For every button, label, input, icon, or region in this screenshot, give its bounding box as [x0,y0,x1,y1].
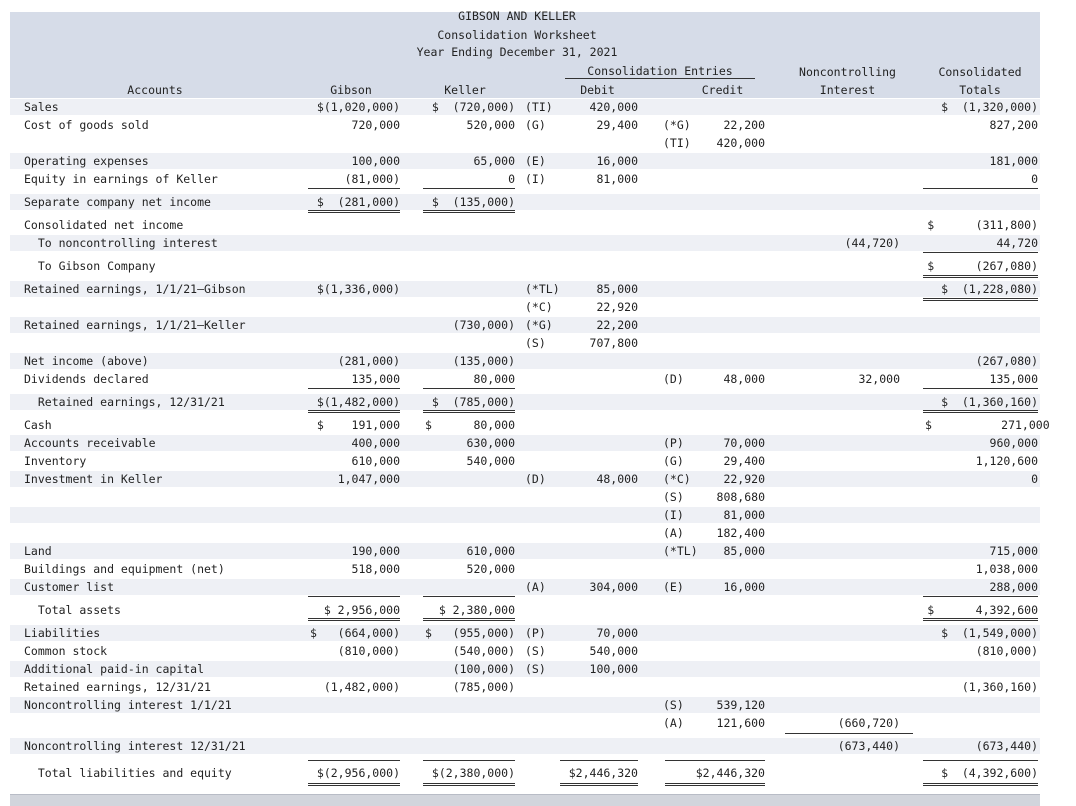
keller-value: $ (955,000) [424,626,515,640]
keller-value: $ (135,000) [431,195,515,209]
keller-value: $ 80,000 [424,418,515,432]
debit-code: (G) [525,118,546,132]
keller-value: (785,000) [452,680,515,694]
gibson-value: 190,000 [351,544,400,558]
consol-value: $ (267,080) [927,259,1038,273]
keller-value: 520,000 [466,562,515,576]
account-label: Consolidated net income [24,218,184,232]
credit-code: (E) [663,580,684,594]
gibson-value: $ (281,000) [316,195,400,209]
credit-code: (D) [663,372,684,386]
keller-value: 65,000 [473,154,515,168]
gibson-value: $(2,956,000) [316,766,400,780]
account-label: Accounts receivable [24,436,156,450]
account-label: Net income (above) [24,354,149,368]
debit-value: 85,000 [596,282,638,296]
debit-value: 48,000 [596,472,638,486]
keller-value: $ 2,380,000 [438,603,515,617]
consol-value: $ (1,320,000) [941,100,1038,114]
account-label: Total liabilities and equity [24,766,232,780]
credit-code: (*C) [663,472,691,486]
account-label: Noncontrolling interest 12/31/21 [24,739,246,753]
consol-header-line1: Consolidated [938,65,1022,79]
debit-value: 16,000 [596,154,638,168]
keller-value: 0 [508,172,515,186]
credit-code: (A) [663,716,684,730]
period-title: Year Ending December 31, 2021 [416,45,618,59]
account-label: Retained earnings, 12/31/21 [24,680,211,694]
credit-code: (G) [663,454,684,468]
account-label: Sales [24,100,59,114]
gibson-value: 610,000 [351,454,400,468]
credit-value: 16,000 [723,580,765,594]
consol-value: $ (1,549,000) [941,626,1038,640]
worksheet-title: Consolidation Worksheet [437,28,597,42]
credit-code: (*G) [663,118,691,132]
debit-value: 29,400 [596,118,638,132]
consol-value: $ (1,228,080) [941,282,1038,296]
gibson-value: 100,000 [351,154,400,168]
account-label: Land [24,544,52,558]
consol-value: (1,360,160) [961,680,1038,694]
credit-code: (S) [663,490,684,504]
debit-code: (*TL) [525,282,560,296]
accounts-header: Accounts [127,83,183,97]
keller-value: (135,000) [452,354,515,368]
nci-header-line2: Interest [819,83,876,97]
gibson-value: $ 191,000 [316,418,400,432]
account-label: Retained earnings, 1/1/21—Gibson [24,282,246,296]
debit-value: 22,920 [596,300,638,314]
account-label: To noncontrolling interest [24,236,218,250]
nci-value: (673,440) [837,739,900,753]
credit-code: (S) [663,698,684,712]
consol-value: 1,120,600 [975,454,1038,468]
consol-value: $ (311,800) [927,218,1038,232]
account-label: To Gibson Company [24,259,156,273]
keller-value: 80,000 [473,372,515,386]
account-label: Noncontrolling interest 1/1/21 [24,698,232,712]
consol-value: (810,000) [975,644,1038,658]
gibson-value: $(1,482,000) [316,395,400,409]
keller-value: (730,000) [452,318,515,332]
keller-value: (540,000) [452,644,515,658]
gibson-value: 135,000 [351,372,400,386]
credit-value: 121,600 [716,716,765,730]
credit-code: (*TL) [663,544,698,558]
credit-value: 420,000 [716,136,765,150]
account-label: Total assets [24,603,121,617]
consol-value: 0 [1031,472,1038,486]
nci-value: (44,720) [844,236,900,250]
gibson-value: 1,047,000 [337,472,400,486]
account-label: Separate company net income [24,195,211,209]
debit-code: (*C) [525,300,553,314]
consol-value: 827,200 [989,118,1038,132]
consolidation-worksheet [10,0,1050,805]
debit-value: 304,000 [589,580,638,594]
credit-value: 22,200 [723,118,765,132]
debit-code: (E) [525,154,546,168]
account-label: Buildings and equipment (net) [24,562,225,576]
debit-code: (S) [525,662,546,676]
consol-value: 135,000 [989,372,1038,386]
credit-value: 85,000 [723,544,765,558]
credit-header: Credit [701,83,744,97]
gibson-value: (281,000) [337,354,400,368]
account-label: Retained earnings, 12/31/21 [24,395,225,409]
gibson-value: 518,000 [351,562,400,576]
consol-value: (267,080) [975,354,1038,368]
entries-group-header: Consolidation Entries [587,64,733,78]
credit-value: 81,000 [723,508,765,522]
debit-code: (A) [525,580,546,594]
account-label: Retained earnings, 1/1/21—Keller [24,318,246,332]
gibson-value: 720,000 [351,118,400,132]
account-label: Dividends declared [24,372,149,386]
gibson-value: (81,000) [344,172,400,186]
debit-code: (S) [525,644,546,658]
credit-value: 48,000 [723,372,765,386]
credit-value: 539,120 [716,698,765,712]
account-label: Customer list [24,580,115,594]
keller-value: 540,000 [466,454,515,468]
consol-value: 44,720 [996,236,1038,250]
credit-code: (P) [663,436,684,450]
account-label: Additional paid-in capital [24,662,205,676]
debit-value: 81,000 [596,172,638,186]
nci-value: (660,720) [837,716,900,730]
credit-code: (A) [663,526,684,540]
debit-code: (S) [525,336,546,350]
account-label: Common stock [24,644,108,658]
account-label: Cash [24,418,52,432]
debit-code: (P) [525,626,546,640]
debit-code: (TI) [525,100,553,114]
debit-value: 100,000 [589,662,638,676]
gibson-value: 400,000 [351,436,400,450]
keller-value: 630,000 [466,436,515,450]
credit-value: 29,400 [723,454,765,468]
keller-value: $(2,380,000) [431,766,515,780]
keller-value: $ (720,000) [431,100,515,114]
debit-value: 420,000 [589,100,638,114]
consol-value: 181,000 [989,154,1038,168]
account-label: Inventory [24,454,87,468]
credit-value: 808,680 [716,490,765,504]
consol-value: 0 [1031,172,1038,186]
consol-value: $ 271,000 [925,418,1050,432]
consol-value: (673,440) [975,739,1038,753]
debit-value: 22,200 [596,318,638,332]
account-label: Cost of goods sold [24,118,149,132]
consol-value: $ (4,392,600) [941,766,1038,780]
credit-value: 70,000 [723,436,765,450]
gibson-value: $ 2,956,000 [323,603,400,617]
debit-value: $2,446,320 [568,766,638,780]
keller-value: 520,000 [466,118,515,132]
debit-code: (*G) [525,318,553,332]
row-shade [10,507,1040,523]
nci-value: 32,000 [858,372,900,386]
debit-header: Debit [580,83,615,97]
consol-value: 960,000 [989,436,1038,450]
account-label: Operating expenses [24,154,149,168]
gibson-value: (810,000) [337,644,400,658]
consol-value: 288,000 [989,580,1038,594]
keller-value: 610,000 [466,544,515,558]
sheet-bottom-bar [10,794,1040,806]
debit-code: (D) [525,472,546,486]
credit-code: (I) [663,508,684,522]
gibson-value: (1,482,000) [323,680,400,694]
credit-value: $2,446,320 [695,766,765,780]
keller-header: Keller [444,83,486,97]
consol-header-line2: Totals [959,83,1001,97]
credit-value: 22,920 [723,472,765,486]
gibson-header: Gibson [330,83,372,97]
nci-header-line1: Noncontrolling [799,65,896,79]
keller-value: (100,000) [452,662,515,676]
account-label: Liabilities [24,626,101,640]
credit-value: 182,400 [716,526,765,540]
debit-code: (I) [525,172,546,186]
company-title: GIBSON AND KELLER [458,9,576,23]
debit-value: 707,800 [589,336,638,350]
gibson-value: $(1,336,000) [316,282,400,296]
consol-value: $ (1,360,160) [941,395,1038,409]
account-label: Investment in Keller [24,472,163,486]
consol-value: 715,000 [989,544,1038,558]
keller-value: $ (785,000) [431,395,515,409]
consol-value: 1,038,000 [975,562,1038,576]
debit-value: 540,000 [589,644,638,658]
gibson-value: $ (664,000) [309,626,400,640]
consol-value: $ 4,392,600 [927,603,1038,617]
credit-code: (TI) [663,136,691,150]
gibson-value: $(1,020,000) [316,100,400,114]
account-label: Equity in earnings of Keller [24,172,218,186]
debit-value: 70,000 [596,626,638,640]
